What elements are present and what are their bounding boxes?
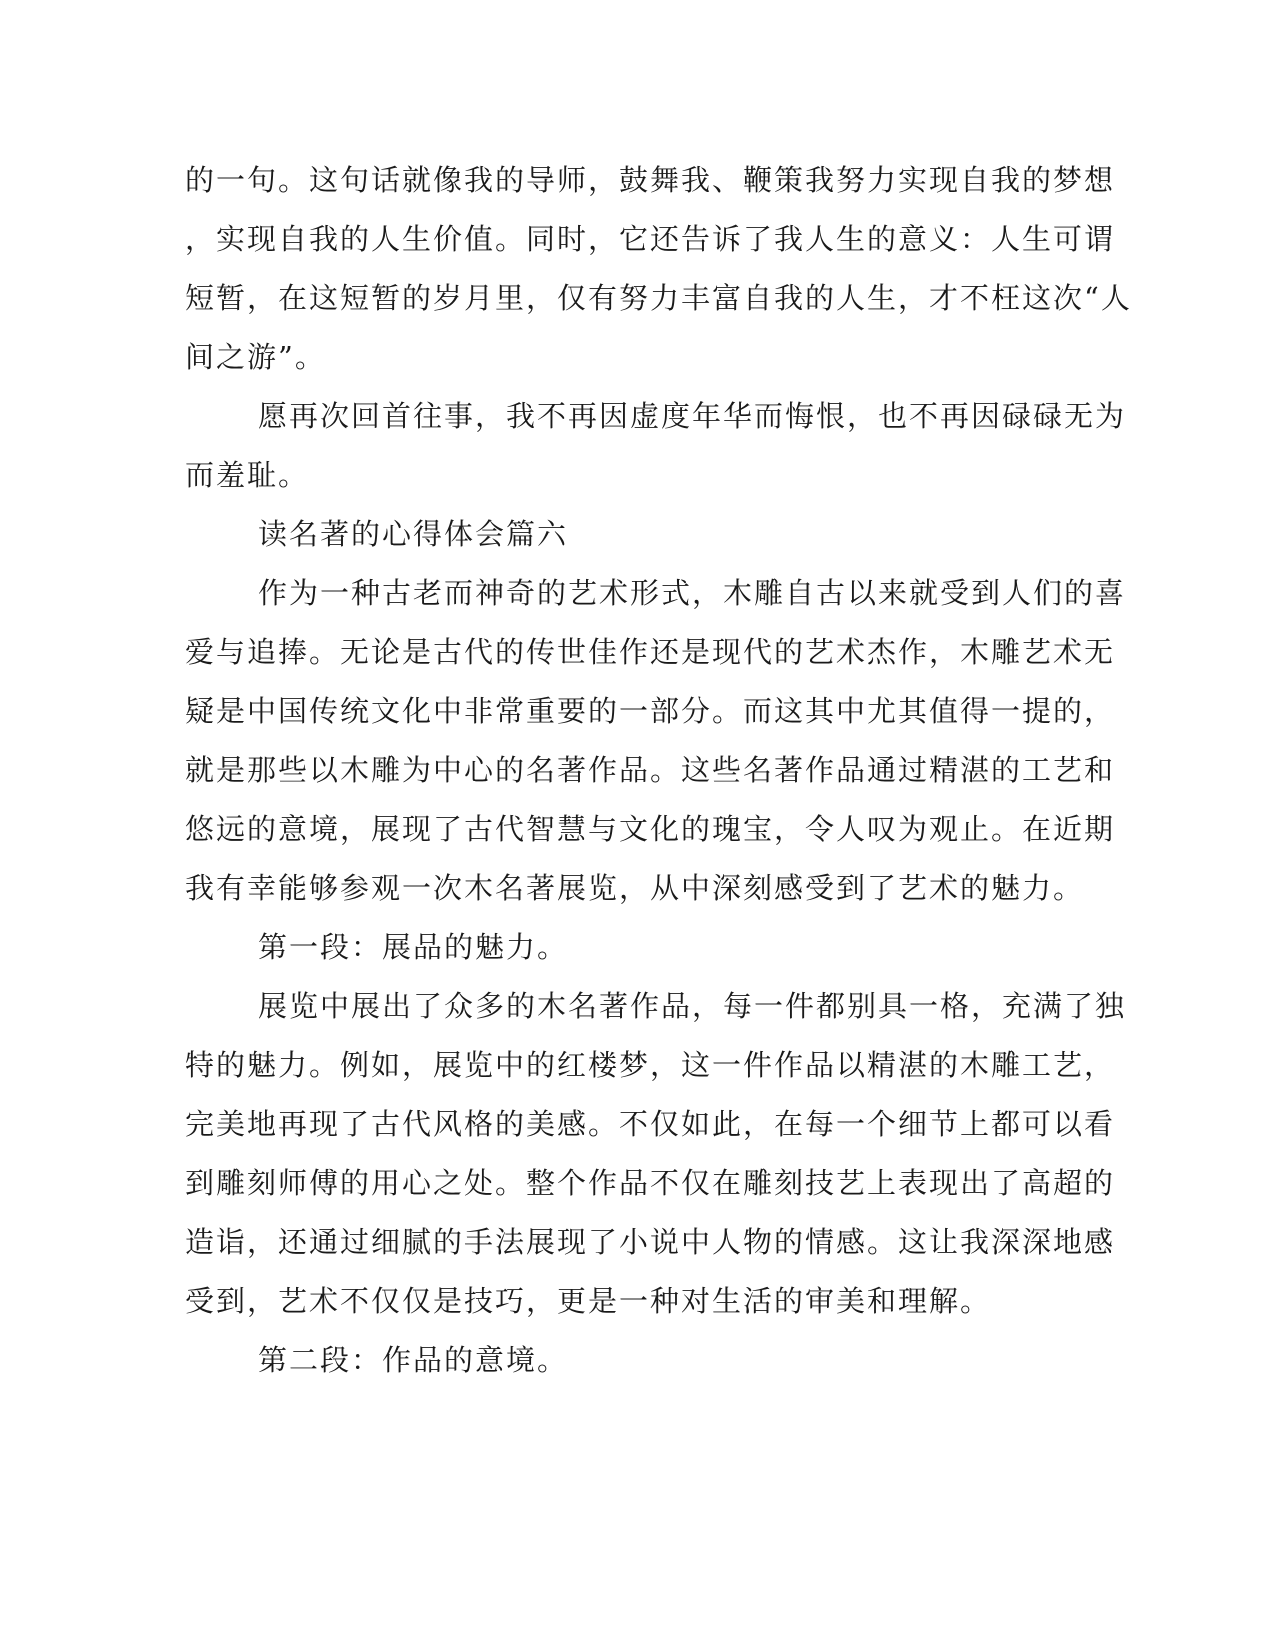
text-line: 我有幸能够参观一次木名著展览，从中深刻感受到了艺术的魅力。 bbox=[185, 871, 1085, 905]
text-line: 短暂，在这短暂的岁月里，仅有努力丰富自我的人生，才不枉这次“人 bbox=[185, 281, 1132, 315]
text-line: 特的魅力。例如，展览中的红楼梦，这一件作品以精湛的木雕工艺， bbox=[185, 1048, 1116, 1082]
text-line: 展览中展出了众多的木名著作品，每一件都别具一格，充满了独 bbox=[258, 989, 1127, 1023]
paragraph-heading: 第一段：展品的魅力。 bbox=[258, 930, 569, 964]
text-line: 到雕刻师傅的用心之处。整个作品不仅在雕刻技艺上表现出了高超的 bbox=[185, 1166, 1116, 1200]
text-line: 悠远的意境，展现了古代智慧与文化的瑰宝，令人叹为观止。在近期 bbox=[185, 812, 1116, 846]
text-line: 造诣，还通过细腻的手法展现了小说中人物的情感。这让我深深地感 bbox=[185, 1225, 1116, 1259]
text-line: 完美地再现了古代风格的美感。不仅如此，在每一个细节上都可以看 bbox=[185, 1107, 1116, 1141]
section-heading: 读名著的心得体会篇六 bbox=[258, 517, 569, 551]
text-line: 作为一种古老而神奇的艺术形式，木雕自古以来就受到人们的喜 bbox=[258, 576, 1127, 610]
text-line: 就是那些以木雕为中心的名著作品。这些名著作品通过精湛的工艺和 bbox=[185, 753, 1116, 787]
text-line: 的一句。这句话就像我的导师，鼓舞我、鞭策我努力实现自我的梦想 bbox=[185, 163, 1116, 197]
text-line: 疑是中国传统文化中非常重要的一部分。而这其中尤其值得一提的， bbox=[185, 694, 1116, 728]
text-line: 间之游”。 bbox=[185, 340, 326, 374]
text-line: ，实现自我的人生价值。同时，它还告诉了我人生的意义：人生可谓 bbox=[185, 222, 1116, 256]
text-line: 爱与追捧。无论是古代的传世佳作还是现代的艺术杰作，木雕艺术无 bbox=[185, 635, 1116, 669]
text-line: 受到，艺术不仅仅是技巧，更是一种对生活的审美和理解。 bbox=[185, 1284, 992, 1318]
text-line: 而羞耻。 bbox=[185, 458, 310, 492]
text-line: 愿再次回首往事，我不再因虚度年华而悔恨，也不再因碌碌无为 bbox=[258, 399, 1127, 433]
paragraph-heading: 第二段：作品的意境。 bbox=[258, 1343, 569, 1377]
